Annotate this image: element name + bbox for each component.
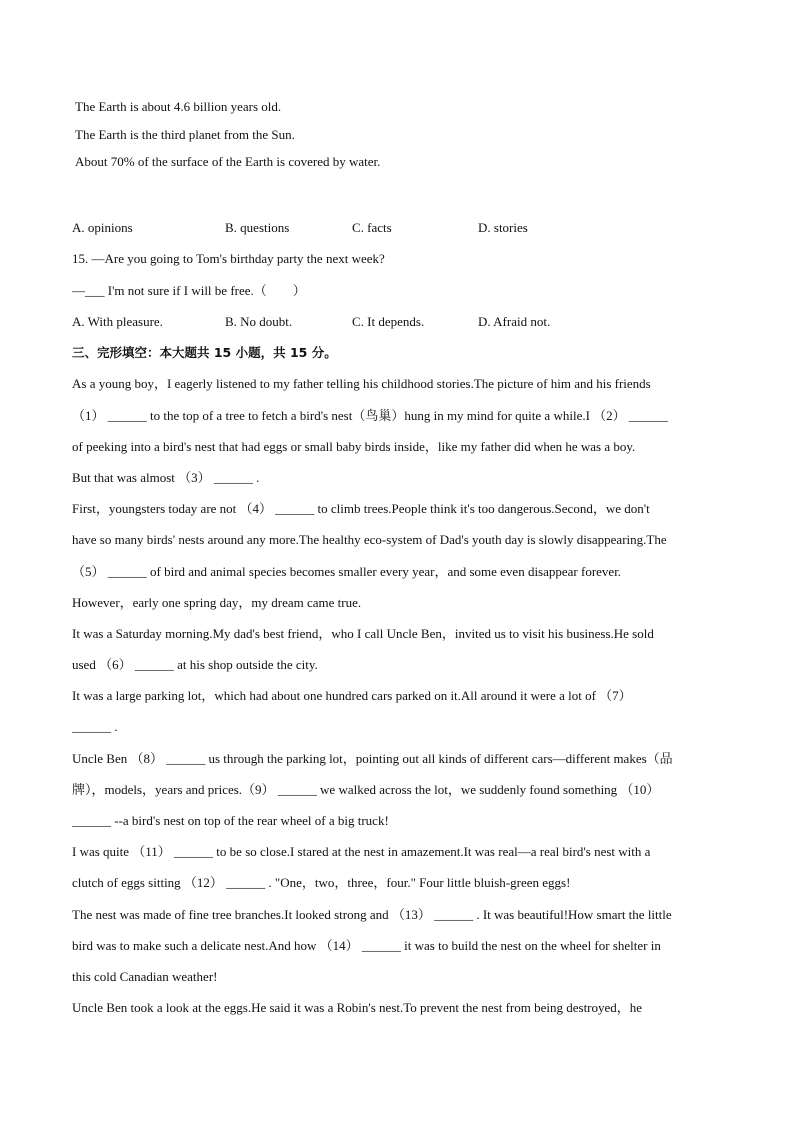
passage-line: of peeking into a bird's nest that had eggs or small baby birds inside，like my father did when he was a boy. [72,439,636,454]
q15-stem: 15. —Are you going to Tom's birthday party the next week? [72,251,385,266]
passage-line: this cold Canadian weather! [72,969,218,984]
q15-option-d: D. Afraid not. [478,314,551,329]
q15-reply: —___ I'm not sure if I will be free.（ ） [72,283,306,298]
passage-line: It was a Saturday morning.My dad's best friend，who I call Uncle Ben，invited us to visit his business.He sold [72,626,654,641]
passage-line: But that was almost （3） ______ . [72,470,260,485]
q14-option-d: D. stories [478,220,528,235]
passage-line: have so many birds' nests around any more.The healthy eco-system of Dad's youth day is slowly disappearing.The [72,532,667,547]
passage-line: Uncle Ben took a look at the eggs.He said it was a Robin's nest.To prevent the nest from being destroyed，he [72,1000,643,1015]
passage-line: First，youngsters today are not （4） ______ to climb trees.People think it's too dangerous.Second，we don't [72,501,650,516]
section-title: 三、完形填空：本大题共 15 小题，共 15 分。 [72,345,337,360]
passage-line: As a young boy，I eagerly listened to my father telling his childhood stories.The picture of him and his friends [72,376,651,391]
passage-line: I was quite （11） ______ to be so close.I stared at the nest in amazement.It was real—a real bird's nest with a [72,844,651,859]
fact-line: The Earth is about 4.6 billion years old. [75,99,282,114]
q14-option-b: B. questions [225,220,290,235]
passage-line: The nest was made of fine tree branches.It looked strong and （13） ______ . It was beautiful!How smart the little [72,907,672,922]
fact-line: About 70% of the surface of the Earth is covered by water. [75,154,381,169]
passage-line: used （6） ______ at his shop outside the city. [72,657,318,672]
q15-option-c: C. It depends. [352,314,425,329]
q14-option-c: C. facts [352,220,392,235]
fact-line: The Earth is the third planet from the Sun. [75,127,295,142]
passage-line: （1） ______ to the top of a tree to fetch a bird's nest（鸟巢）hung in my mind for quite a while.I （2） ______ [72,408,668,423]
passage-line: However，early one spring day，my dream came true. [72,595,362,610]
passage-line: clutch of eggs sitting （12） ______ . "One，two，three，four." Four little bluish-green eggs! [72,875,571,890]
passage-line: Uncle Ben （8） ______ us through the parking lot，pointing out all kinds of different cars—different makes（品 [72,751,673,766]
passage-line: bird was to make such a delicate nest.And how （14） ______ it was to build the nest on the wheel for shelter in [72,938,661,953]
passage-line: ______ . [72,719,118,734]
q14-option-a: A. opinions [72,220,133,235]
q15-option-a: A. With pleasure. [72,314,163,329]
passage-line: （5） ______ of bird and animal species becomes smaller every year，and some even disappear forever. [72,564,622,579]
passage-line: 牌），models，years and prices.（9） ______ we walked across the lot，we suddenly found something （10） [72,782,660,797]
q15-option-b: B. No doubt. [225,314,293,329]
passage-line: It was a large parking lot，which had about one hundred cars parked on it.All around it were a lot of （7） [72,688,632,703]
passage-line: ______ --a bird's nest on top of the rear wheel of a big truck! [72,813,389,828]
